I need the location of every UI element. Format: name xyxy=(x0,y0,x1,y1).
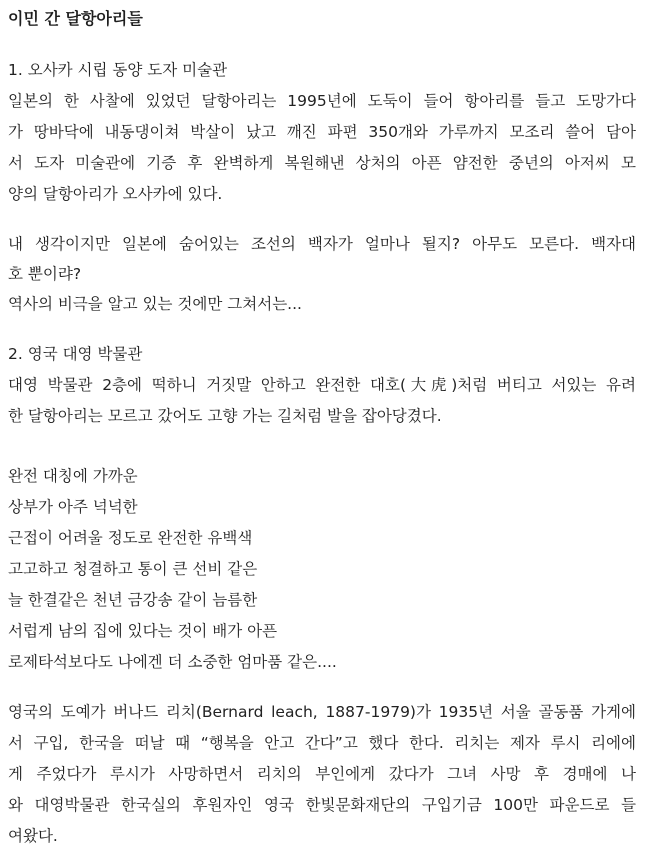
paragraph-line: 서 구입, 한국을 떠날 때 “행복을 안고 간다”고 했다 한다. 리치는 제자 루시 리에에 xyxy=(8,734,636,752)
poem-line: 로제타석보다도 나에겐 더 소중한 엄마품 같은.... xyxy=(8,653,337,671)
paragraph-line: 와 대영박물관 한국실의 후원자인 영국 한빛문화재단의 구입기금 100만 파운드로 들 xyxy=(8,796,636,814)
paragraph-line: 가 땅바닥에 내동댕이쳐 박살이 났고 깨진 파편 350개와 가루까지 모조리 쓸어 담아 xyxy=(8,123,636,141)
poem-line: 늘 한결같은 천년 금강송 같이 늠름한 xyxy=(8,591,258,609)
paragraph-line: 양의 달항아리가 오사카에 있다. xyxy=(8,185,223,203)
poem-line: 근접이 어려울 정도로 완전한 유백색 xyxy=(8,529,253,547)
section-heading-british-museum: 2. 영국 대영 박물관 xyxy=(8,345,143,363)
paragraph-line: 한 달항아리는 모르고 갔어도 고향 가는 길처럼 발을 잡아당겼다. xyxy=(8,407,442,425)
paragraph-line: 게 주었다가 루시가 사망하면서 리치의 부인에게 갔다가 그녀 사망 후 경매에 나 xyxy=(8,765,636,783)
poem-line: 고고하고 청결하고 통이 큰 선비 같은 xyxy=(8,560,258,578)
paragraph-line: 역사의 비극을 알고 있는 것에만 그쳐서는... xyxy=(8,295,302,313)
paragraph-line: 영국의 도예가 버나드 리치(Bernard leach, 1887-1979)가 1935년 서울 골동품 가게에 xyxy=(8,703,636,721)
poem-line: 서럽게 남의 집에 있다는 것이 배가 아픈 xyxy=(8,622,278,640)
section-heading-osaka: 1. 오사카 시립 동양 도자 미술관 xyxy=(8,61,228,79)
poem-line: 완전 대칭에 가까운 xyxy=(8,467,138,485)
paragraph-line: 여왔다. xyxy=(8,827,58,845)
paragraph-line: 서 도자 미술관에 기증 후 완벽하게 복원해낸 상처의 아픈 얌전한 중년의 아저씨 모 xyxy=(8,154,636,172)
article-title: 이민 간 달항아리들 xyxy=(8,9,143,28)
poem-line: 상부가 아주 넉넉한 xyxy=(8,498,138,516)
paragraph-line: 내 생각이지만 일본에 숨어있는 조선의 백자가 얼마나 될지? 아무도 모른다. 백자대 xyxy=(8,235,636,253)
paragraph-line: 일본의 한 사찰에 있었던 달항아리는 1995년에 도둑이 들어 항아리를 들고 도망가다 xyxy=(8,92,636,110)
paragraph-line: 대영 박물관 2층에 떡하니 거짓말 안하고 완전한 대호(大虎)처럼 버티고 서있는 유려 xyxy=(8,376,636,394)
paragraph-line: 호 뿐이랴? xyxy=(8,265,82,283)
